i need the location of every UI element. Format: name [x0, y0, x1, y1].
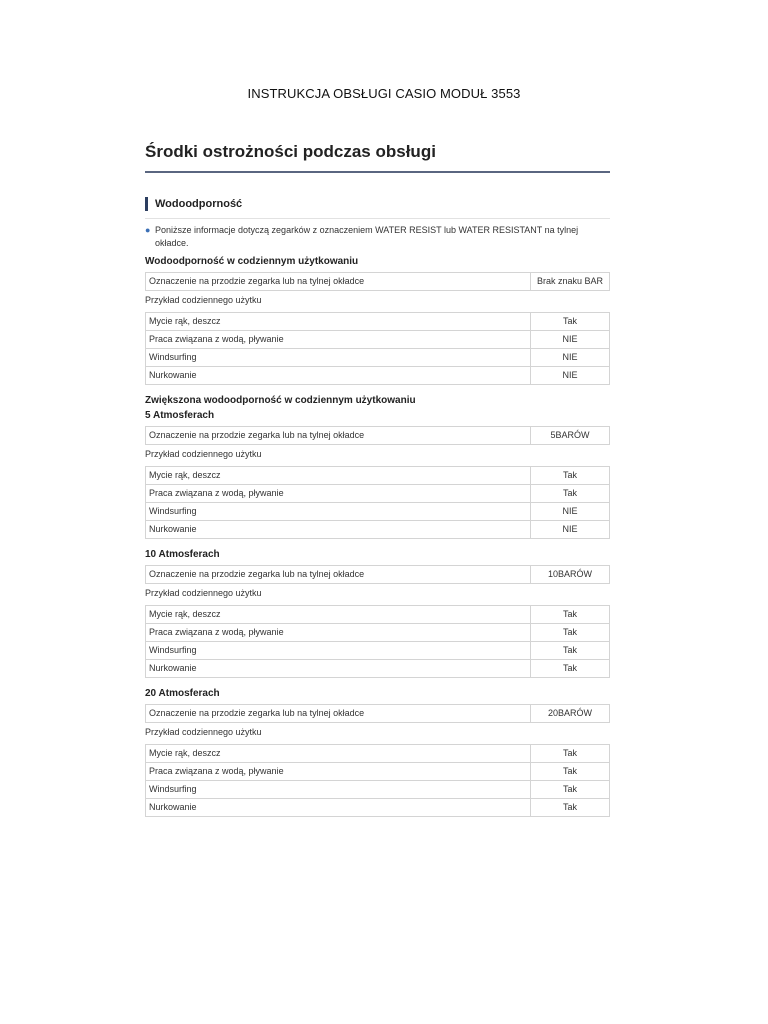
value-cell: NIE [531, 331, 610, 349]
marking-value: 20BARÓW [531, 705, 610, 723]
value-cell: Tak [531, 485, 610, 503]
marking-value: 5BARÓW [531, 427, 610, 445]
activity-cell: Mycie rąk, deszcz [146, 606, 531, 624]
table-row [146, 503, 610, 521]
table-row [146, 349, 610, 367]
table-row [146, 485, 610, 503]
table-row [146, 745, 610, 763]
example-label: Przykład codziennego użytku [145, 588, 262, 598]
value-cell: Tak [531, 799, 610, 817]
value-cell: Tak [531, 467, 610, 485]
activity-cell: Windsurfing [146, 349, 531, 367]
activity-cell: Mycie rąk, deszcz [146, 313, 531, 331]
table-row [146, 331, 610, 349]
activity-cell: Nurkowanie [146, 799, 531, 817]
value-cell: Tak [531, 313, 610, 331]
marking-label: Oznaczenie na przodzie zegarka lub na tylnej okładce [146, 705, 531, 723]
activity-cell: Praca związana z wodą, pływanie [146, 763, 531, 781]
example-label: Przykład codziennego użytku [145, 449, 262, 459]
table-row [146, 660, 610, 678]
activity-cell: Mycie rąk, deszcz [146, 467, 531, 485]
subsection-divider [145, 218, 610, 219]
table-row [146, 467, 610, 485]
value-cell: Tak [531, 660, 610, 678]
marking-label: Oznaczenie na przodzie zegarka lub na tylnej okładce [146, 273, 531, 291]
table-row [146, 624, 610, 642]
value-cell: Tak [531, 745, 610, 763]
usage-table [145, 466, 610, 539]
table-row [146, 606, 610, 624]
marking-value: 10BARÓW [531, 566, 610, 584]
table-row [146, 427, 610, 445]
info-note-text: Poniższe informacje dotyczą zegarków z oznaczeniem WATER RESIST lub WATER RESISTANT na tylnej okładce. [155, 225, 579, 248]
activity-cell: Praca związana z wodą, pływanie [146, 331, 531, 349]
section-heading: 20 Atmosferach [145, 688, 220, 699]
table-row [146, 521, 610, 539]
value-cell: NIE [531, 503, 610, 521]
value-cell: Tak [531, 606, 610, 624]
table-row [146, 313, 610, 331]
document-title: INSTRUKCJA OBSŁUGI CASIO MODUŁ 3553 [247, 86, 521, 101]
content-area [145, 140, 610, 817]
marking-label: Oznaczenie na przodzie zegarka lub na tylnej okładce [146, 427, 531, 445]
section-heading: Zwiększona wodoodporność w codziennym użytkowaniu [145, 395, 416, 406]
section-subheading: 5 Atmosferach [145, 410, 215, 421]
marking-table [145, 704, 610, 723]
value-cell: Tak [531, 781, 610, 799]
activity-cell: Nurkowanie [146, 367, 531, 385]
marking-value: Brak znaku BAR [531, 273, 610, 291]
value-cell: Tak [531, 763, 610, 781]
example-label: Przykład codziennego użytku [145, 295, 262, 305]
activity-cell: Windsurfing [146, 642, 531, 660]
table-row [146, 642, 610, 660]
usage-table [145, 744, 610, 817]
section-heading: Wodoodporność w codziennym użytkowaniu [145, 256, 359, 267]
main-heading: Środki ostrożności podczas obsługi [145, 140, 610, 173]
value-cell: NIE [531, 349, 610, 367]
marking-table [145, 565, 610, 584]
table-row [146, 781, 610, 799]
table-row [146, 273, 610, 291]
subsection-title: Wodoodporność [145, 197, 610, 211]
activity-cell: Nurkowanie [146, 660, 531, 678]
marking-table [145, 272, 610, 291]
usage-table [145, 605, 610, 678]
activity-cell: Praca związana z wodą, pływanie [146, 485, 531, 503]
table-row [146, 705, 610, 723]
activity-cell: Windsurfing [146, 503, 531, 521]
value-cell: Tak [531, 624, 610, 642]
activity-cell: Mycie rąk, deszcz [146, 745, 531, 763]
value-cell: NIE [531, 367, 610, 385]
value-cell: NIE [531, 521, 610, 539]
table-row [146, 799, 610, 817]
info-note [145, 224, 610, 250]
section-heading: 10 Atmosferach [145, 549, 220, 560]
marking-table [145, 426, 610, 445]
value-cell: Tak [531, 642, 610, 660]
bullet-icon: ● [145, 225, 151, 235]
activity-cell: Windsurfing [146, 781, 531, 799]
table-row [146, 566, 610, 584]
activity-cell: Praca związana z wodą, pływanie [146, 624, 531, 642]
usage-table [145, 312, 610, 385]
example-label: Przykład codziennego użytku [145, 727, 262, 737]
table-row [146, 367, 610, 385]
table-row [146, 763, 610, 781]
marking-label: Oznaczenie na przodzie zegarka lub na tylnej okładce [146, 566, 531, 584]
activity-cell: Nurkowanie [146, 521, 531, 539]
